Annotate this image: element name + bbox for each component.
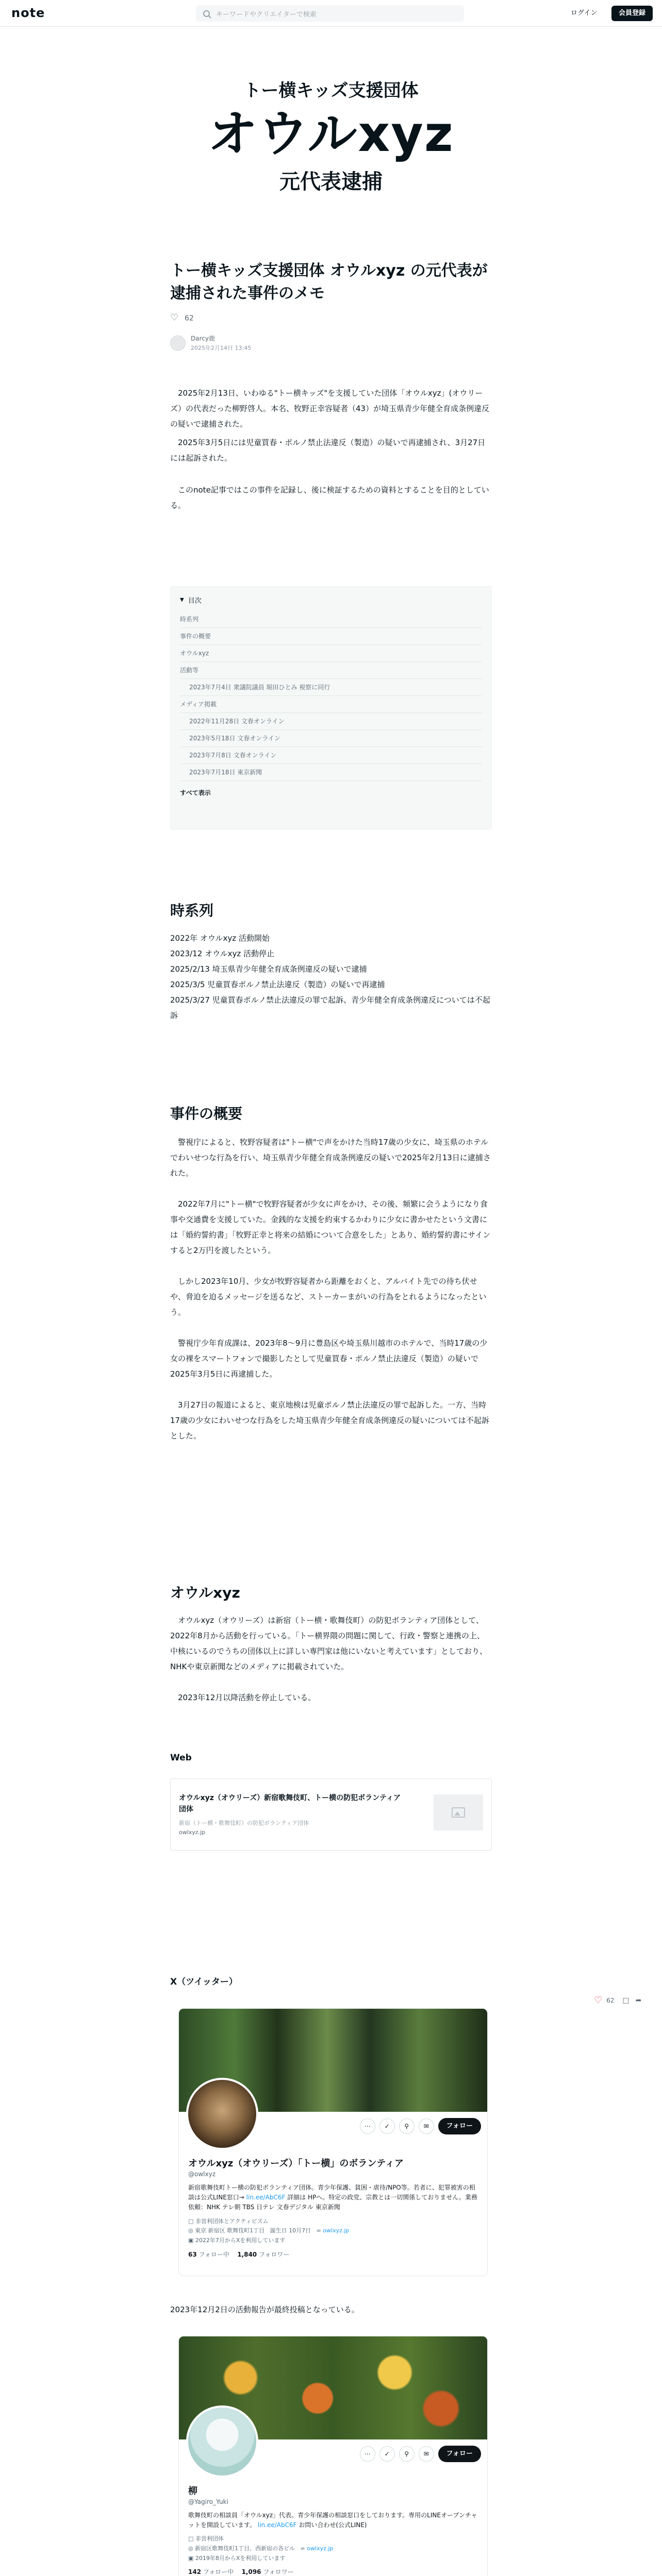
like-count: 62 (185, 314, 194, 323)
x-profile-card[interactable] (178, 2336, 488, 2576)
intro-paragraph: 2025年3月5日には児童買春・ポルノ禁止法違反（製造）の疑いで再逮捕され、3月27日には起訴された。 (170, 438, 486, 463)
follow-stats (188, 2250, 480, 2259)
user-avatar[interactable] (186, 2405, 258, 2478)
hero-main: オウルxyz (208, 105, 454, 163)
owl-section (170, 1582, 492, 1705)
timeline-item: 2025/3/27 児童買春ポルノ禁止法違反の罪で起訴、青少年健全育成条例違反については不起訴 (170, 995, 490, 1020)
calendar-icon: ▣ (188, 2554, 195, 2562)
heart-icon[interactable]: ♡ (594, 1995, 603, 2006)
article-title: トー横キッズ支援団体 オウルxyz の元代表が逮捕された事件のメモ (170, 262, 488, 302)
x-note: 2023年12月2日の活動報告が最終投稿となっている。 (170, 2305, 359, 2314)
toc-item[interactable]: 活動等 (180, 662, 482, 679)
mail-icon[interactable]: ✉ (419, 2119, 434, 2134)
location-icon: ◎ (188, 2227, 195, 2234)
profile-name: オウルxyz（オウリーズ）「トー横」のボランティア (188, 2158, 404, 2169)
profile-birthday: 誕生日 10月7日 (270, 2227, 311, 2234)
follow-button[interactable]: フォロー (438, 2446, 481, 2462)
more-icon[interactable]: ⋯ (360, 2119, 375, 2134)
toc-item[interactable]: メディア掲載 (180, 696, 482, 713)
timeline-heading: 時系列 (170, 902, 214, 919)
summary-heading: 事件の概要 (170, 1105, 243, 1122)
hero-banner (0, 76, 662, 195)
share-icon[interactable]: ➦ (635, 1996, 642, 2005)
follow-stats (188, 2567, 480, 2576)
owl-avatar[interactable] (186, 2078, 258, 2150)
x-profile-card[interactable] (178, 2008, 488, 2276)
timeline-item: 2022年 オウルxyz 活動開始 (170, 934, 270, 943)
profile-actions (356, 2446, 481, 2462)
more-icon[interactable]: ⋯ (360, 2446, 375, 2462)
profile-meta (188, 2534, 480, 2563)
author-name[interactable]: Darcy鹿 (191, 335, 215, 342)
login-button[interactable]: ログイン (571, 9, 598, 17)
web-card-thumbnail (434, 1794, 483, 1831)
bio-tail: お問い合わせ(公式LINE) (299, 2521, 367, 2529)
signup-button[interactable]: 会員登録 (611, 6, 653, 21)
toc-header[interactable] (180, 595, 482, 605)
search-bar[interactable] (196, 5, 464, 22)
intro-section (170, 385, 492, 513)
profile-location: 東京 新宿区 歌舞伎町1丁目 (195, 2227, 265, 2234)
timeline-item: 2025/3/5 児童買春ポルノ禁止法違反（製造）の疑いで再逮捕 (170, 980, 385, 989)
timeline-item: 2023/12 オウルxyz 活動停止 (170, 949, 275, 958)
following-label: フォロー中 (203, 2568, 234, 2576)
web-card-title: オウルxyz（オウリーズ）新宿歌舞伎町、トー横の防犯ボランティア団体 (179, 1794, 401, 1814)
hero-sub: 元代表逮捕 (279, 170, 383, 194)
toc-item[interactable]: 事件の概要 (180, 628, 482, 645)
chevron-down-icon[interactable]: ▼ (180, 597, 184, 603)
owl-paragraph: オウルxyz（オウリーズ）は新宿（トー横・歌舞伎町）の防犯ボランティア団体として、2022年8月から活動を行っている。「トー横界隈の問題に関して、行政・警察と連携の上、中核にいるのでうちの団体以上に詳しい専門家は他にいないと考えています」としており、NHKや東京新聞などのメディアに掲載されていた。 (170, 1616, 488, 1671)
side-like-count: 62 (606, 1996, 615, 2004)
profile-joined: 2022年7月からXを利用しています (195, 2236, 286, 2244)
intro-paragraph: 2025年2月13日、いわゆる"トー横キッズ"を支援していた団体「オウルxyz」(オウリーズ）の代表だった柳野啓人。本名、牧野正幸容疑者（43）が埼玉県青少年健全育成条例違反の疑いで逮捕された。 (170, 388, 490, 429)
author-avatar[interactable] (170, 335, 186, 351)
link-icon: ∞ (316, 2227, 323, 2234)
bio-text: 新宿歌舞伎町トー横の防犯ボランティア団体。青少年保護、貧困・虐待/NPO等。若者に、犯罪被害の相談は公式LINE窓口→ (188, 2184, 475, 2201)
profile-name: 柳 (188, 2486, 197, 2497)
like-row[interactable] (170, 314, 194, 323)
post-date: 2025年2月14日 13:45 (191, 345, 252, 351)
mail-icon[interactable]: ✉ (419, 2446, 434, 2462)
search-placeholder: キーワードやクリエイターで検索 (216, 10, 317, 19)
hero-org: トー横キッズ支援団体 (243, 80, 419, 101)
toc-heading: 目次 (188, 597, 202, 605)
summary-paragraph: 警視庁少年育成課は、2023年8〜9月に豊島区や埼玉県川越市のホテルで、当時17歳の少女の裸をスマートフォンで撮影したとして児童買春・ポルノ禁止法違反（製造）の疑いで2025年3月5日に再逮捕した。 (170, 1338, 488, 1379)
profile-location: 新宿区歌舞伎町1丁目、西新宿の各ビル (195, 2545, 295, 2552)
location-icon: ◎ (188, 2545, 195, 2552)
profile-category: 非営利団体とアクティビズム (195, 2217, 269, 2225)
calendar-icon: ▣ (188, 2236, 195, 2244)
search-icon (203, 10, 210, 17)
heart-icon[interactable] (170, 315, 178, 322)
site-header (0, 0, 662, 27)
profile-meta (188, 2217, 480, 2246)
timeline-section (170, 900, 492, 1023)
profile-link[interactable]: owlxyz.jp (307, 2545, 334, 2552)
profile-actions (356, 2118, 481, 2134)
summary-section (170, 1103, 492, 1459)
briefcase-icon: □ (188, 2217, 195, 2225)
profile-handle: @Yagiro_Yuki (188, 2498, 228, 2505)
profile-bio (188, 2511, 480, 2530)
profile-category: 非営利団体 (195, 2535, 224, 2543)
x-heading: X（ツイッター） (170, 1977, 238, 1987)
owl-paragraph: 2023年12月以降活動を停止している。 (178, 1693, 316, 1702)
grok-icon[interactable]: ✓ (379, 2119, 395, 2134)
search-icon[interactable]: ⚲ (399, 2446, 415, 2462)
toc-item[interactable]: 時系列 (180, 611, 482, 628)
table-of-contents (170, 586, 492, 829)
followers-label: フォロワー (263, 2568, 294, 2576)
toc-item[interactable]: 2023年7月4日 衆議院議員 堀田ひとみ 視察に同行 (180, 679, 482, 696)
side-action-bar (594, 1995, 641, 2006)
bio-link[interactable]: lin.ee/AbC6F (257, 2521, 297, 2529)
toc-item[interactable]: 2022年11月28日 文春オンライン (180, 713, 482, 730)
bio-tail: 詳細は HPへ。特定の政党、宗教とは一切関係しておりません。業務依頼：NHK テレ朝 TBS 日テレ 文春デジタル 東京新聞 (188, 2194, 477, 2211)
grok-icon[interactable]: ✓ (379, 2446, 395, 2462)
image-icon (452, 1807, 465, 1818)
toc-item[interactable]: 2023年7月8日 文春オンライン (180, 747, 482, 764)
web-card-host: owlxyz.jp (179, 1828, 206, 1836)
summary-paragraph: 3月27日の報道によると、東京地検は児童ポルノ禁止法違反の罪で起訴した。一方、当時17歳の少女にわいせつな行為をした埼玉県青少年健全育成条例違反の疑いについては不起訴とした。 (170, 1400, 489, 1440)
author-block[interactable] (170, 334, 251, 352)
summary-paragraph: 警視庁によると、牧野容疑者は"トー横"で声をかけた当時17歳の少女に、埼玉県のホテルでわいせつな行為を行い、埼玉県青少年健全育成条例違反の疑いで2025年2月13日に逮捕された。 (170, 1138, 491, 1178)
bio-link[interactable]: lin.ee/AbC6F (246, 2194, 286, 2201)
follow-button[interactable]: フォロー (438, 2118, 481, 2134)
profile-link[interactable]: owlxyz.jp (323, 2227, 350, 2234)
web-heading: Web (170, 1753, 192, 1763)
search-icon[interactable]: ⚲ (399, 2119, 415, 2134)
owl-heading: オウルxyz (170, 1584, 240, 1601)
profile-bio (188, 2183, 480, 2213)
toc-item[interactable]: オウルxyz (180, 645, 482, 662)
following-count[interactable]: 142 (188, 2568, 202, 2576)
profile-joined: 2019年8月からXを利用しています (195, 2554, 286, 2562)
timeline-item: 2025/2/13 埼玉県青少年健全育成条例違反の疑いで逮捕 (170, 964, 367, 974)
summary-paragraph: しかし2023年10月、少女が牧野容疑者から距離をおくと、アルバイト先での待ち伏せや、脅迫を迫るメッセージを送るなど、ストーカーまがいの行為をとれるようになったという。 (170, 1277, 487, 1317)
web-link-card[interactable] (170, 1778, 492, 1851)
following-count[interactable]: 63 (188, 2250, 197, 2258)
toc-item[interactable]: 2023年5月18日 文春オンライン (180, 730, 482, 747)
briefcase-icon: □ (188, 2535, 195, 2543)
profile-handle: @owlxyz (188, 2171, 216, 2178)
link-icon: ∞ (300, 2545, 307, 2552)
following-label: フォロー中 (198, 2250, 229, 2258)
note-logo[interactable]: note (11, 6, 45, 20)
followers-count[interactable]: 1,840 (237, 2250, 257, 2258)
followers-label: フォロワー (259, 2250, 290, 2258)
summary-paragraph: 2022年7月に"トー横"で牧野容疑者が少女に声をかけ、その後、頻繁に会うようになり食事や交通費を支援していた。金銭的な支援を約束するかわりに少女に書かせたという文書には「婚約誓約書」「牧野正幸と将来の結婚について合意をした」とあり、婚約誓約書にサインすると2万円を渡したという。 (170, 1199, 491, 1255)
intro-paragraph: このnote記事ではこの事件を記録し、後に検証するための資料とすることを目的としている。 (170, 485, 489, 510)
comment-icon[interactable]: □ (622, 1996, 630, 2005)
bio-text: 歌舞伎町の相談員「オウルxyz」代表。青少年保護の相談窓口をしております。専用のLINEオープンチャットを開設しています。 (188, 2512, 477, 2529)
toc-show-all[interactable]: すべて表示 (180, 789, 211, 796)
followers-count[interactable]: 1,096 (241, 2568, 261, 2576)
web-card-desc: 新宿（トー横・歌舞伎町）の防犯ボランティア団体 (179, 1819, 309, 1826)
toc-item[interactable]: 2023年7月18日 東京新聞 (180, 764, 482, 781)
